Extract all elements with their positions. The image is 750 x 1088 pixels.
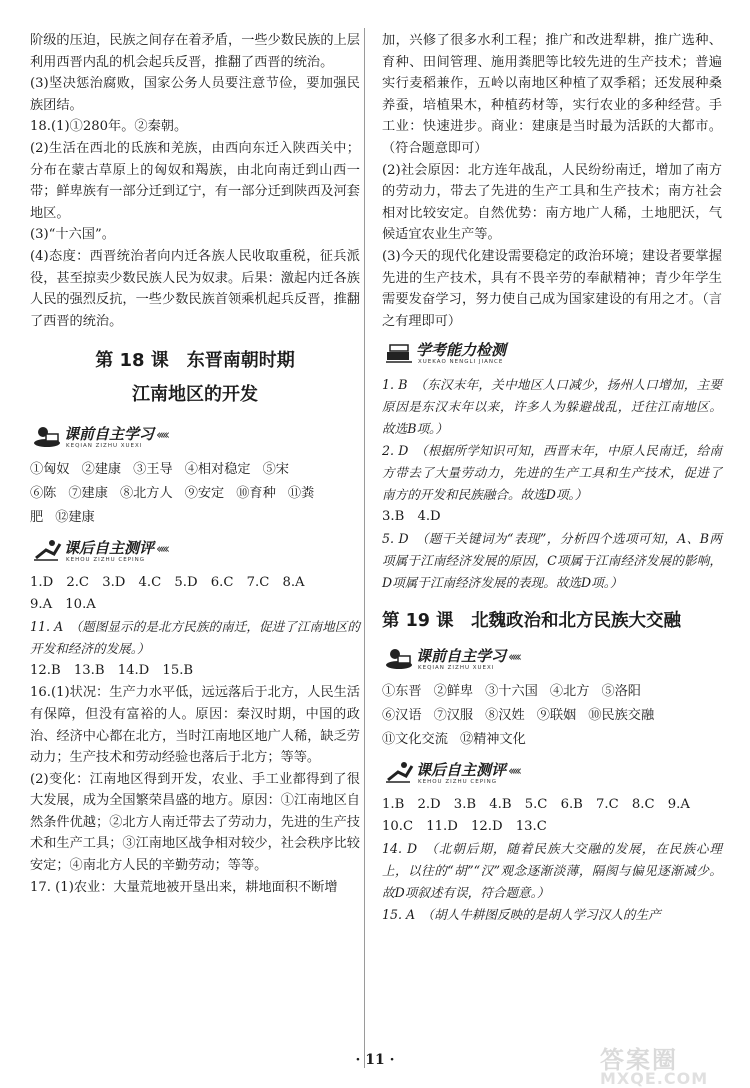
ability-answer-2: 2. D （根据所学知识可知，西晋末年，中原人民南迁，给南方带去了大量劳动力，先进的生产工具和生产技术，促进了南方的开发和民族融合。故选D项。）	[382, 443, 722, 503]
answer-15: 15. A （胡人牛耕图反映的是胡人学习汉人的生产	[382, 907, 661, 923]
answer-cell: ④北方	[549, 684, 590, 700]
answer-18-1: 18.(1)①280年。②秦朝。	[30, 119, 188, 135]
answer-cell: ⑧汉姓	[485, 708, 525, 724]
running-figure-icon	[384, 760, 414, 784]
answer-14: 14. D （北朝后期，随着民族大交融的发展，在民族心理上，以往的“胡”“汉”观念逐渐淡薄，隔阂与偏见逐渐减少。故D项叙述有误，符合题意。）	[382, 841, 722, 901]
lesson-18-title-line-1: 第 18 课 东晋南朝时期	[95, 350, 295, 372]
answer-cell: ①匈奴	[30, 462, 70, 478]
answer-16-2: (2)变化：江南地区得到开发，农业、手工业都得到了很大发展，成为全国繁荣昌盛的地方。原因：①江南地区自然条件优越；②北方人南迁带去了劳动力，先进的生产技术和生产工具；③江南地区战争相对较少，社会秩序比较安定；④南北方人民的辛勤劳动；等等。	[30, 771, 360, 874]
reading-student-icon	[32, 424, 62, 448]
watermark-line-1: 答案圈	[600, 1046, 678, 1074]
answer-cell: ⑨联姻	[536, 708, 577, 724]
answer-cell: ②鲜卑	[433, 684, 474, 700]
answer-17-1: 17. (1)农业：大量荒地被开垦出来，耕地面积不断增	[30, 879, 338, 895]
lesson-19-title: 第 19 课 北魏政治和北方民族大交融	[382, 611, 682, 632]
answer-cell: ⑫精神文化	[459, 732, 526, 748]
ability-answer-3-4: 3.B 4.D	[382, 509, 441, 525]
watermark-line-2: MXQE.COM	[600, 1069, 709, 1088]
answer-cell: ⑧北方人	[119, 486, 173, 502]
left-column	[30, 30, 360, 898]
banner-title: 课前自主学习	[416, 647, 507, 666]
answer-cell: ⑪粪	[287, 486, 315, 502]
answer-cell: ⑪文化交流	[382, 732, 448, 748]
column-divider	[364, 28, 365, 1068]
mc-answers-line-1: 1.D 2.C 3.D 4.C 5.D 6.C 7.C 8.A	[30, 575, 305, 591]
answer-11: 11. A （题图显示的是北方民族的南迁，促进了江南地区的开发和经济的发展。）	[30, 619, 360, 657]
right-paragraph-2: (2)社会原因：北方连年战乱，人民纷纷南迁，增加了南方的劳动力，带去了先进的生产工具和生产技术；南方社会相对比较安定。自然优势：南方地广人稀，土地肥沃，气候适宜农业生产等。	[382, 162, 722, 243]
ability-test-banner	[382, 338, 722, 370]
lesson-18-title-line-2: 江南地区的开发	[132, 384, 258, 406]
banner-title: 课后自主测评	[64, 539, 155, 558]
answer-18-4: (4)态度：西晋统治者向内迁各族人民收取重税，征兵派役，甚至掠卖少数民族人民为奴隶。后果：激起内迁各族人民的强烈反抗，一些少数民族首领乘机起兵反晋，推翻了西晋的统治。	[30, 248, 360, 329]
banner-title: 课前自主学习	[64, 425, 155, 444]
answer-cell: ⑥汉语	[382, 708, 422, 724]
ability-answer-1: 1. B （东汉末年，关中地区人口减少，扬州人口增加，主要原因是东汉末年以来，许多人为躲避战乱，迁往江南地区。故选B项。）	[382, 377, 722, 437]
pre-class-study-banner	[382, 644, 722, 676]
chevrons-icon: ‹‹‹‹‹	[508, 764, 519, 780]
banner-subtitle: KEQIAN ZIZHU XUEXI	[418, 665, 495, 672]
mc-answers-line-1: 1.B 2.D 3.B 4.B 5.C 6.B 7.C 8.C 9.A	[382, 797, 690, 813]
banner-title: 学考能力检测	[416, 341, 507, 360]
banner-subtitle: KEQIAN ZIZHU XUEXI	[66, 443, 143, 450]
answer-18-3: (3)“十六国”。	[30, 227, 115, 243]
answer-row	[382, 680, 722, 704]
left-paragraph-1: 阶级的压迫，民族之间存在着矛盾，一些少数民族的上层利用西晋内乱的机会起兵反晋，推翻了西晋的统治。	[30, 33, 360, 70]
mc-answers-line-3: 12.B 13.B 14.D 15.B	[30, 663, 194, 679]
site-watermark	[600, 1040, 740, 1088]
books-icon	[384, 340, 414, 364]
pre-class-answers	[30, 458, 360, 530]
chevrons-icon: ‹‹‹‹‹	[156, 542, 167, 558]
answer-cell: ⑫建康	[55, 510, 95, 526]
answer-row	[30, 482, 360, 506]
reading-student-icon	[384, 646, 414, 670]
answer-cell: ⑨安定	[184, 486, 225, 502]
banner-subtitle: KEHOU ZIZHU CEPING	[418, 779, 498, 786]
answer-cell: ⑦建康	[68, 486, 108, 502]
answer-cell: ②建康	[81, 462, 122, 478]
answer-cell: ⑥陈	[30, 486, 57, 502]
left-paragraph-2: (3)坚决惩治腐败，国家公务人员要注意节俭，要加强民族团结。	[30, 76, 360, 113]
answer-cell: ⑩民族交融	[588, 708, 655, 724]
answer-row	[30, 506, 360, 530]
running-figure-icon	[32, 538, 62, 562]
chevrons-icon: ‹‹‹‹‹	[156, 428, 167, 444]
pre-class-study-banner	[30, 422, 360, 454]
banner-subtitle: KEHOU ZIZHU CEPING	[66, 557, 146, 564]
banner-title: 课后自主测评	[416, 761, 507, 780]
mc-answers-line-2: 9.A 10.A	[30, 597, 96, 613]
answer-row	[30, 458, 360, 482]
answer-18-2: (2)生活在西北的氐族和羌族，由西向东迁入陕西关中；分布在蒙古草原上的匈奴和羯族，由北向南迁到山西一带；鲜卑族有一部分迁到辽宁，有一部分迁到陕西及河套地区。	[30, 140, 360, 221]
ability-answer-5: 5. D （题干关键词为“表现”，分析四个选项可知，A、B两项属于江南经济发展的原因，C项属于江南经济发展的影响，D项属于江南经济发展的表现。故选D项。）	[382, 531, 722, 591]
answer-cell: ⑩育种	[236, 486, 276, 502]
right-paragraph-3: (3)今天的现代化建设需要稳定的政治环境；建设者要掌握先进的生产技术，具有不畏辛劳的奉献精神；青少年学生需要发奋学习，努力使自己成为国家建设的有用之才。（言之有理即可）	[382, 248, 722, 329]
answer-row	[382, 704, 722, 728]
page-number: · 11 ·	[355, 1052, 395, 1068]
post-class-test-banner	[382, 758, 722, 790]
answer-cell: 肥	[30, 510, 44, 526]
answer-cell: ①东晋	[382, 684, 422, 700]
lesson-18-title	[30, 344, 360, 412]
banner-subtitle: XUEKAO NENGLI JIANCE	[418, 359, 504, 366]
pre-class-answers	[382, 680, 722, 752]
answer-cell: ③十六国	[485, 684, 538, 700]
post-class-test-banner	[30, 536, 360, 568]
answer-cell: ⑤洛阳	[601, 684, 641, 700]
right-paragraph-1: 加，兴修了很多水利工程；推广和改进犁耕，推广选种、育种、田间管理、施用粪肥等比较先进的生产技术；普遍实行麦稻兼作，五岭以南地区种植了双季稻；还发展种桑养蚕，培植果木，种植药材等，实行农业的多种经营。手工业：快速进步。商业：建康是当时最为活跃的大都市。（符合题意即可）	[382, 33, 722, 156]
answer-cell: ⑦汉服	[433, 708, 474, 724]
answer-cell: ④相对稳定	[184, 462, 251, 478]
answer-cell: ③王导	[133, 462, 173, 478]
answer-16-1: 16.(1)状况：生产力水平低，远远落后于北方，人民生活有保障，但没有富裕的人。原因：秦汉时期，中国的政治、经济中心都在北方，当时江南地区地广人稀，缺乏劳动力；生产技术和劳动经验也落后于北方；等等。	[30, 685, 360, 766]
answer-row	[382, 728, 722, 752]
chevrons-icon: ‹‹‹‹‹	[508, 650, 519, 666]
answer-cell: ⑤宋	[262, 462, 289, 478]
mc-answers-line-2: 10.C 11.D 12.D 13.C	[382, 819, 547, 835]
right-column	[382, 30, 722, 926]
